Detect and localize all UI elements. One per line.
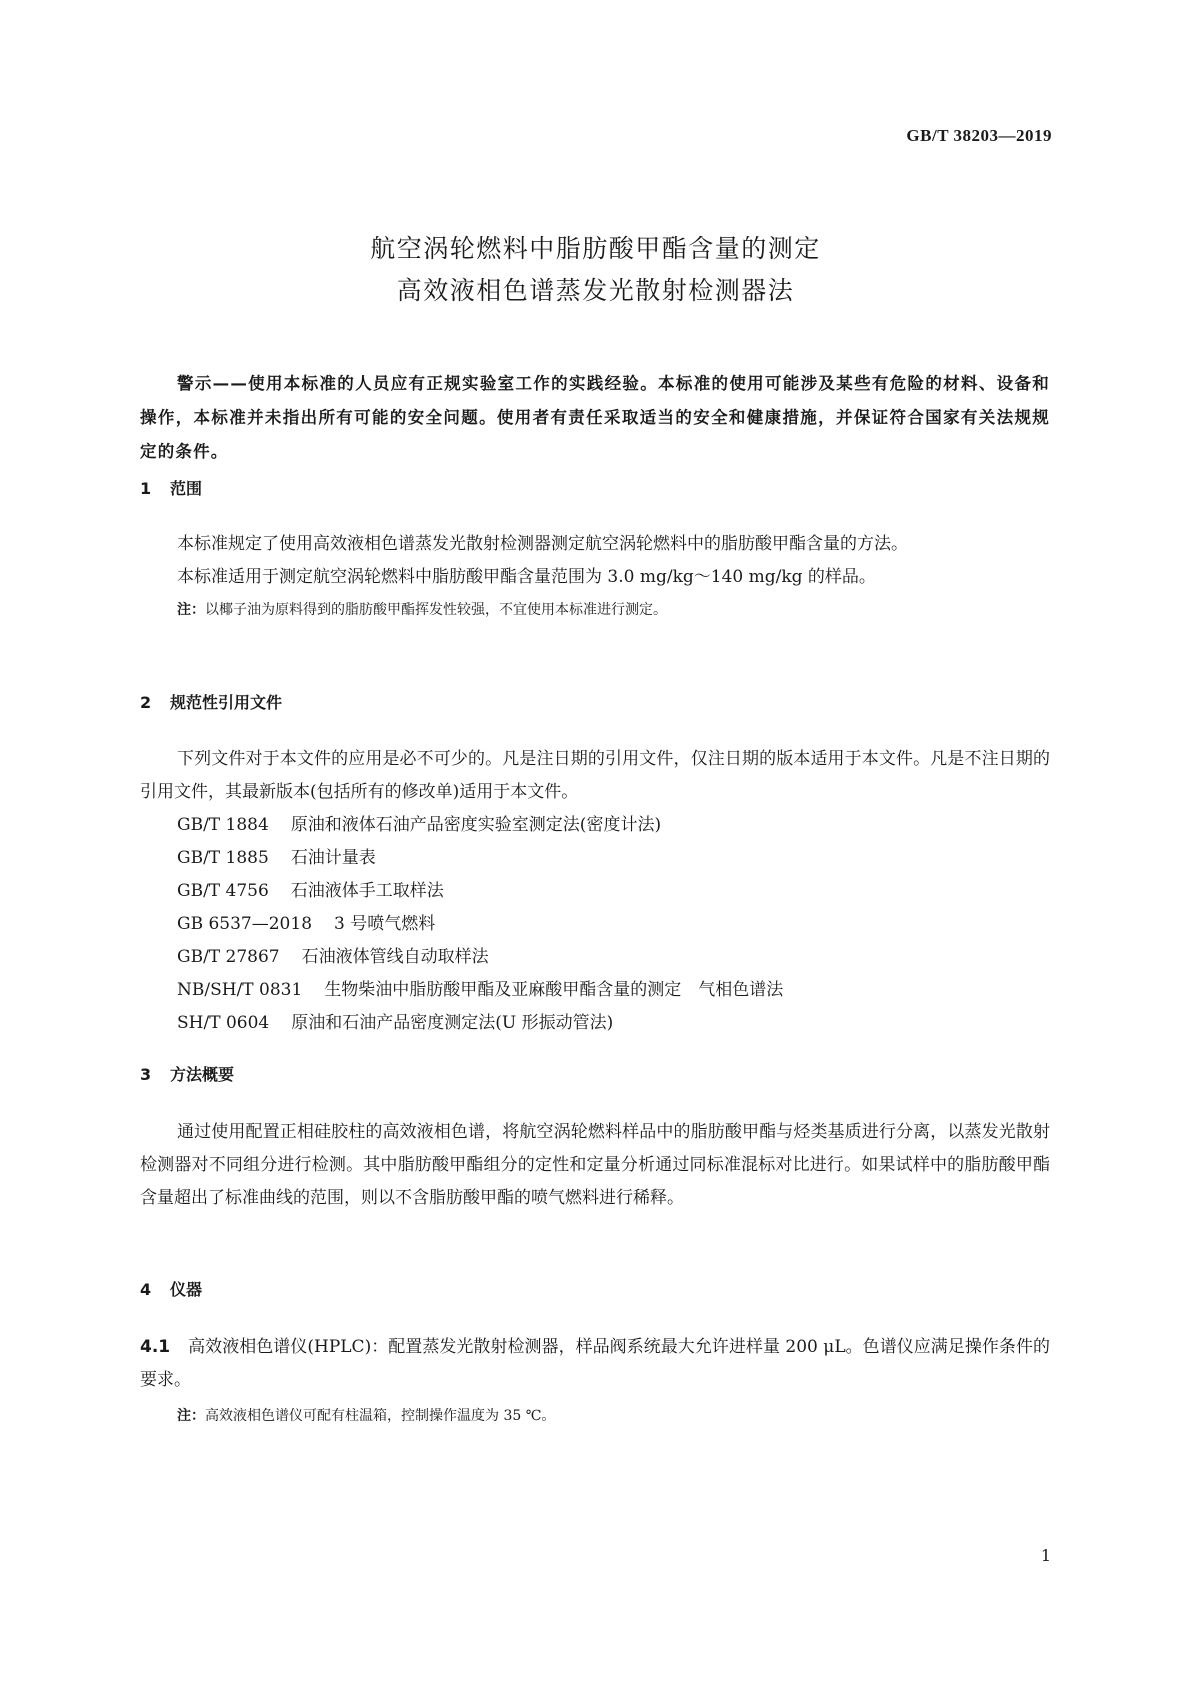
- title-line-1: 航空涡轮燃料中脂肪酸甲酯含量的测定: [370, 234, 821, 263]
- section-2-title: 规范性引用文件: [170, 693, 283, 712]
- reference-item: [140, 908, 1050, 941]
- section-3-heading: [140, 1062, 234, 1085]
- section-1-title: 范围: [170, 479, 203, 498]
- standard-code: GB/T 38203—2019: [906, 126, 1052, 145]
- section-3-title: 方法概要: [170, 1065, 235, 1084]
- reference-code: GB/T 27867: [177, 947, 280, 967]
- safety-warning: [140, 367, 1050, 469]
- reference-item: [140, 809, 1050, 842]
- reference-item: [140, 974, 1050, 1007]
- note-label: 注：: [177, 1408, 205, 1424]
- reference-code: GB/T 1885: [177, 848, 269, 868]
- section-4-body: [140, 1331, 1050, 1429]
- section-1-body: [140, 528, 1050, 623]
- section-4-number: 4: [140, 1280, 152, 1299]
- clause-number: 4.1: [140, 1337, 171, 1357]
- document-title: [0, 228, 1191, 312]
- section-1-heading: [140, 476, 202, 499]
- warning-text: 警示——使用本标准的人员应有正规实验室工作的实践经验。本标准的使用可能涉及某些有危险的材料、设备和操作，本标准并未指出所有可能的安全问题。使用者有责任采取适当的安全和健康措施，并保证符合国家有关法规规定的条件。: [140, 374, 1050, 461]
- reference-item: [140, 1007, 1050, 1040]
- reference-code: GB 6537—2018: [177, 914, 313, 934]
- section-3-number: 3: [140, 1065, 152, 1084]
- reference-code: GB/T 4756: [177, 881, 269, 901]
- clause-4-1: [140, 1331, 1050, 1397]
- section-3-body: [140, 1116, 1050, 1215]
- reference-title: 石油液体管线自动取样法: [301, 947, 489, 967]
- section-2-body: [140, 743, 1050, 1040]
- reference-code: NB/SH/T 0831: [177, 980, 303, 1000]
- section-2-para: 下列文件对于本文件的应用是必不可少的。凡是注日期的引用文件，仅注日期的版本适用于本文件。凡是不注日期的引用文件，其最新版本(包括所有的修改单)适用于本文件。: [140, 749, 1050, 802]
- reference-item: [140, 941, 1050, 974]
- reference-title: 原油和液体石油产品密度实验室测定法(密度计法): [290, 815, 662, 835]
- reference-title: 石油计量表: [290, 848, 376, 868]
- section-3-para: 通过使用配置正相硅胶柱的高效液相色谱，将航空涡轮燃料样品中的脂肪酸甲酯与烃类基质进行分离，以蒸发光散射检测器对不同组分进行检测。其中脂肪酸甲酯组分的定性和定量分析通过同标准混标对比进行。如果试样中的脂肪酸甲酯含量超出了标准曲线的范围，则以不含脂肪酸甲酯的喷气燃料进行稀释。: [140, 1122, 1050, 1208]
- note-text: 以椰子油为原料得到的脂肪酸甲酯挥发性较强，不宜使用本标准进行测定。: [205, 602, 667, 618]
- title-line-2: 高效液相色谱蒸发光散射检测器法: [396, 276, 795, 305]
- reference-title: 石油液体手工取样法: [290, 881, 444, 901]
- page-number: 1: [1040, 1546, 1051, 1565]
- note-label: 注：: [177, 602, 205, 618]
- section-4-heading: [140, 1277, 202, 1300]
- section-4-title: 仪器: [170, 1280, 203, 1299]
- reference-code: SH/T 0604: [177, 1013, 270, 1033]
- section-4-note: [140, 1403, 1050, 1429]
- reference-title: 生物柴油中脂肪酸甲酯及亚麻酸甲酯含量的测定 气相色谱法: [324, 980, 784, 1000]
- reference-item: [140, 875, 1050, 908]
- reference-item: [140, 842, 1050, 875]
- section-1-para-1: 本标准规定了使用高效液相色谱蒸发光散射检测器测定航空涡轮燃料中的脂肪酸甲酯含量的方法。: [177, 534, 908, 554]
- reference-title: 3 号喷气燃料: [334, 914, 436, 934]
- section-2-number: 2: [140, 693, 152, 712]
- section-2-heading: [140, 690, 282, 713]
- section-1-para-2: 本标准适用于测定航空涡轮燃料中脂肪酸甲酯含量范围为 3.0 mg/kg～140 mg/kg 的样品。: [177, 567, 876, 587]
- section-1-number: 1: [140, 479, 152, 498]
- reference-title: 原油和石油产品密度测定法(U 形振动管法): [291, 1013, 614, 1033]
- reference-code: GB/T 1884: [177, 815, 269, 835]
- clause-text: 高效液相色谱仪(HPLC)：配置蒸发光散射检测器，样品阀系统最大允许进样量 200 μL。色谱仪应满足操作条件的要求。: [140, 1337, 1050, 1390]
- note-text: 高效液相色谱仪可配有柱温箱，控制操作温度为 35 ℃。: [205, 1408, 556, 1424]
- section-1-note: [140, 597, 1050, 623]
